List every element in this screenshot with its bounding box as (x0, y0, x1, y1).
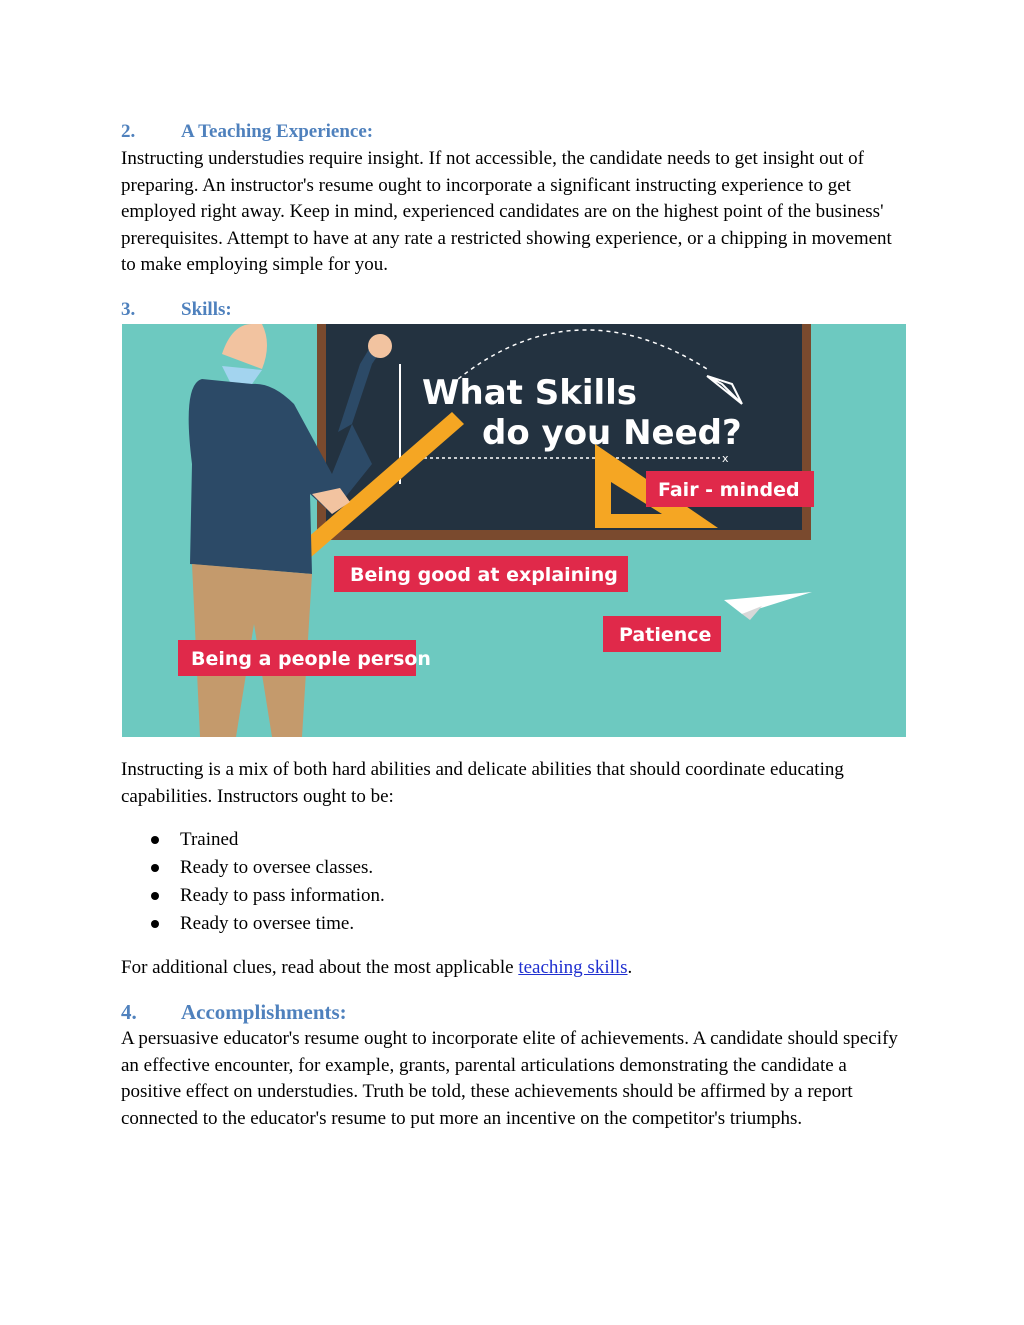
board-title-line2: do you Need? (482, 413, 742, 453)
tag-explaining-label: Being good at explaining (350, 564, 618, 586)
tag-fair-minded-label: Fair - minded (658, 479, 800, 501)
section-4-title: Accomplishments: (181, 1000, 347, 1024)
skills-illustration (122, 324, 906, 737)
section-2-body: Instructing understudies require insight. If not accessible, the candidate needs to get insight out of preparing. An instructor's resume ought to incorporate a significant instructing experience to get employed right away. Keep in mind, experienced candidates are on the highest point of the business' prerequisites. Attempt to have at any rate a restricted showing experience, or a chipping in movement to make employing simple for you. (121, 148, 892, 276)
section-2-number: 2. (121, 121, 136, 142)
skills-list-item: Trained (121, 826, 385, 854)
board-title-line1: What Skills (422, 373, 638, 413)
tag-people-person-label: Being a people person (191, 648, 431, 670)
teacher-hand (368, 334, 392, 358)
skills-list-item: Ready to oversee time. (121, 910, 385, 938)
section-2-title: A Teaching Experience: (181, 121, 374, 142)
bullet-icon (151, 892, 159, 900)
section-3-number: 3. (121, 299, 136, 320)
bullet-icon (151, 920, 159, 928)
skills-list-item: Ready to oversee classes. (121, 854, 385, 882)
skills-intro: Instructing is a mix of both hard abilities and delicate abilities that should coordinate educating capabilities. Instructors ought to be: (121, 759, 844, 807)
tag-patience-label: Patience (619, 624, 712, 646)
teaching-skills-link[interactable]: teaching skills (518, 957, 628, 978)
bullet-icon (151, 836, 159, 844)
skills-list-item: Ready to pass information. (121, 882, 385, 910)
skills-list (121, 826, 385, 938)
section-3-title: Skills: (181, 299, 232, 320)
section-4-body: A persuasive educator's resume ought to incorporate elite of achievements. A candidate should specify an effective encounter, for example, grants, parental articulations demonstrating the candidate a positive effect on understudies. Truth be told, these achievements should be affirmed by a report connected to the educator's resume to put more an incentive on the competitor's triumphs. (121, 1028, 898, 1129)
section-3-heading (121, 299, 232, 321)
section-2-heading (121, 121, 373, 143)
clue-sentence: For additional clues, read about the most applicable teaching skills. (121, 957, 633, 978)
section-4-number: 4. (121, 1000, 137, 1024)
x-axis-label: x (722, 452, 729, 465)
bullet-icon (151, 864, 159, 872)
section-4-heading (121, 1000, 347, 1025)
